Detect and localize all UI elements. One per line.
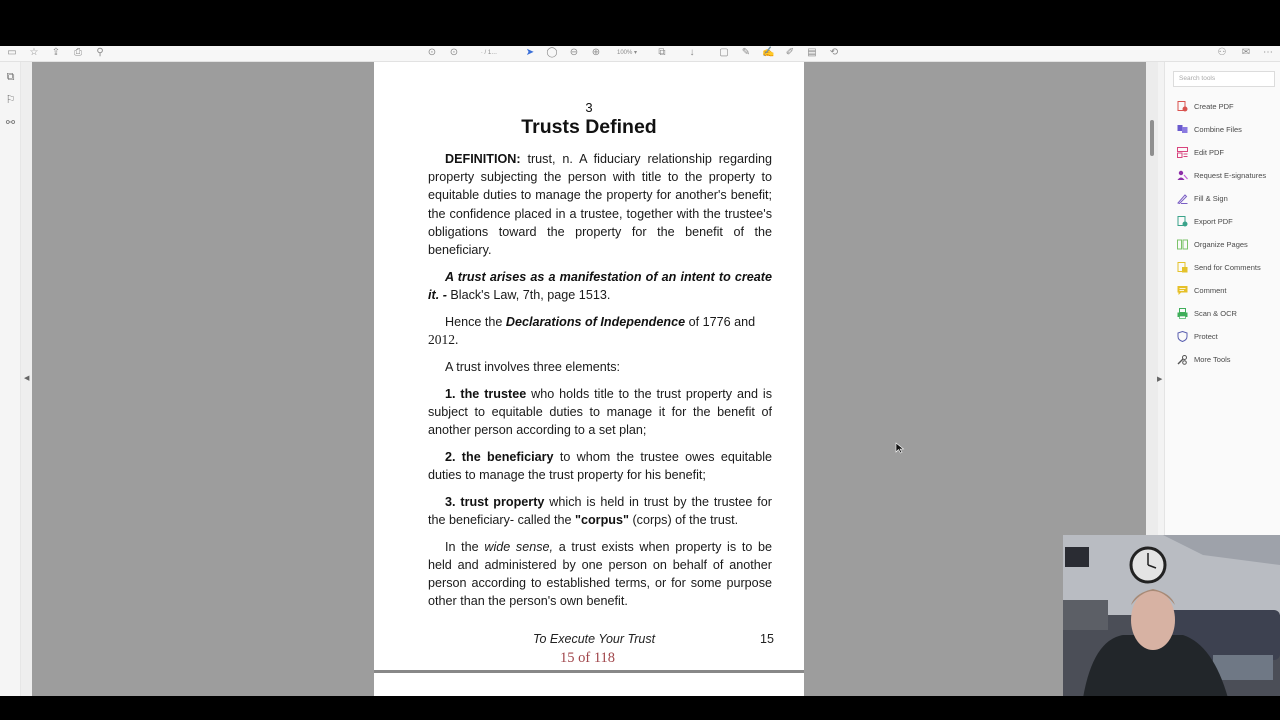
zoom-level[interactable]: 100% ▾ xyxy=(616,50,638,56)
tool-label: More Tools xyxy=(1194,354,1231,364)
left-navigation-rail xyxy=(0,62,21,696)
page-footer-title: To Execute Your Trust xyxy=(533,632,656,646)
more-icon[interactable]: ⋯ xyxy=(1263,47,1273,58)
tool-more-tools[interactable] xyxy=(1177,352,1231,366)
comment-bubble-icon xyxy=(1177,285,1188,296)
combine-files-icon xyxy=(1177,124,1188,135)
tool-label: Organize Pages xyxy=(1194,239,1248,249)
page-footer-number: 15 xyxy=(760,632,774,646)
element-property-text: which is held in trust by the trustee for the beneficiary- called the xyxy=(428,494,772,528)
element-trustee-text: who holds title to the trust property and is subject to equitable duties to manage it for the benefit of another person according to a set plan; xyxy=(428,386,773,438)
tool-export-pdf[interactable] xyxy=(1177,214,1233,228)
page-thumbnails-icon[interactable]: ⧉ xyxy=(6,71,15,83)
tool-combine-files[interactable] xyxy=(1177,122,1242,136)
corpus-term: "corpus" xyxy=(575,513,629,528)
tool-send-for-comments[interactable] xyxy=(1177,260,1261,274)
element-property-end: (corps) of the trust. xyxy=(628,513,739,528)
page-down-icon[interactable]: ⊙ xyxy=(449,47,459,58)
elements-intro: A trust involves three elements: xyxy=(445,359,620,374)
wide-text: a trust exists when property is to be held and administered by one person on behalf of another person according to established terms, or for some purpose other than the person's own benefit. xyxy=(428,539,773,609)
tool-label: Request E-signatures xyxy=(1194,170,1267,180)
main-toolbar xyxy=(0,46,1280,62)
hence-year: 2012. xyxy=(428,332,459,348)
tool-protect[interactable] xyxy=(1177,329,1218,343)
search-icon[interactable]: ⚲ xyxy=(96,47,104,58)
quote-source: Black's Law, 7th, page 1513. xyxy=(446,288,611,303)
tool-label: Create PDF xyxy=(1194,101,1234,111)
tool-label: Scan & OCR xyxy=(1194,308,1237,318)
tool-label: Export PDF xyxy=(1194,216,1233,226)
export-pdf-icon xyxy=(1177,216,1188,227)
pdf-page xyxy=(374,62,804,670)
zoom-in-icon[interactable]: ⊕ xyxy=(591,47,601,58)
fit-page-icon[interactable]: ⧉ xyxy=(658,47,666,58)
fill-sign-icon xyxy=(1177,193,1188,204)
page-up-icon[interactable]: ⊙ xyxy=(427,47,437,58)
quote-text: A trust arises as a manifestation of an intent to create it. - xyxy=(428,269,772,303)
tool-fill-sign[interactable] xyxy=(1177,191,1228,205)
wrench-gear-icon xyxy=(1177,354,1188,365)
element-beneficiary xyxy=(428,448,772,484)
stamp-icon[interactable]: ▤ xyxy=(807,47,817,58)
presenter-webcam-overlay xyxy=(1063,535,1280,698)
page-input[interactable]: · / 1… xyxy=(480,50,498,56)
collapse-left-pane-icon[interactable]: ◀ xyxy=(24,375,30,382)
letterbox-top xyxy=(0,0,1280,46)
organize-pages-icon xyxy=(1177,239,1188,250)
edit-pdf-icon xyxy=(1177,147,1188,158)
shield-icon xyxy=(1177,331,1188,342)
hence-emphasis: Declarations of Independence xyxy=(505,314,686,329)
mail-icon[interactable]: ✉ xyxy=(1241,47,1251,58)
bookmark-star-icon[interactable]: ☆ xyxy=(29,47,39,58)
mouse-cursor-icon xyxy=(895,442,905,454)
page-of-total-indicator: 15 of 118 xyxy=(560,650,616,666)
highlight-icon[interactable]: ✎ xyxy=(741,47,751,58)
letterbox-bottom xyxy=(0,696,1280,720)
scan-ocr-icon xyxy=(1177,308,1188,319)
upload-cloud-icon[interactable]: ⇪ xyxy=(51,47,61,58)
zoom-out-icon[interactable]: ⊖ xyxy=(569,47,579,58)
document-viewport[interactable] xyxy=(32,62,1146,696)
element-trustee xyxy=(428,385,772,440)
tool-label: Send for Comments xyxy=(1194,262,1261,272)
tool-comment[interactable] xyxy=(1177,283,1227,297)
share-link-icon[interactable]: ⚇ xyxy=(1217,47,1227,58)
hand-icon[interactable]: ◯ xyxy=(546,47,558,58)
attachments-icon[interactable]: ⚯ xyxy=(5,117,16,129)
tool-organize-pages[interactable] xyxy=(1177,237,1248,251)
tool-label: Combine Files xyxy=(1194,124,1242,134)
element-beneficiary-label: 2. the beneficiary xyxy=(445,449,554,464)
tool-request-esignatures[interactable] xyxy=(1177,168,1266,182)
bookmarks-icon[interactable]: ⚐ xyxy=(5,94,16,106)
wide-prefix: In the xyxy=(445,539,485,554)
definition-paragraph xyxy=(428,150,772,259)
hence-suffix: of 1776 and xyxy=(685,314,756,329)
scroll-icon[interactable]: ↓ xyxy=(689,47,695,58)
chapter-number: 3 xyxy=(585,100,593,115)
wide-italic: wide sense, xyxy=(484,539,554,554)
definition-text: trust, n. A fiduciary relationship regarding property subjecting the person with title to the property to equitable duties to manage the property for another's benefit; the confidence placed in a trustee, together with the trustee's obligations toward the property for the benefit of the beneficiary. xyxy=(428,152,772,258)
quote-paragraph xyxy=(428,268,772,304)
request-esignatures-icon xyxy=(1177,170,1188,181)
tool-create-pdf[interactable] xyxy=(1177,99,1234,113)
share-icon[interactable]: ⟲ xyxy=(829,47,839,58)
page-body xyxy=(428,150,772,619)
sidebar-toggle-icon[interactable]: ▭ xyxy=(7,47,17,58)
create-pdf-icon xyxy=(1177,101,1188,112)
tool-label: Edit PDF xyxy=(1194,147,1225,157)
search-tools-input[interactable]: Search tools xyxy=(1173,71,1275,87)
tool-label: Fill & Sign xyxy=(1194,193,1228,203)
wide-sense-paragraph xyxy=(428,538,772,611)
print-icon[interactable]: ⎙ xyxy=(74,47,82,58)
tool-label: Protect xyxy=(1194,331,1218,341)
hence-prefix: Hence the xyxy=(445,314,506,329)
hence-paragraph xyxy=(428,313,772,349)
collapse-right-pane-icon[interactable]: ▶ xyxy=(1157,376,1163,383)
tool-label: Comment xyxy=(1194,285,1227,295)
draw-icon[interactable]: ✐ xyxy=(785,47,795,58)
chapter-title: Trusts Defined xyxy=(521,116,657,138)
send-for-comments-icon xyxy=(1177,262,1188,273)
element-trustee-label: 1. the trustee xyxy=(445,386,527,401)
element-beneficiary-text: to whom the trustee owes equitable duties to manage the trust property for his benefit; xyxy=(428,449,772,483)
next-pdf-page xyxy=(374,673,804,696)
scrollbar-thumb[interactable] xyxy=(1150,120,1154,156)
element-property xyxy=(428,493,772,529)
definition-label: DEFINITION: xyxy=(445,152,521,166)
sign-icon[interactable]: ✍ xyxy=(762,47,775,58)
comment-icon[interactable]: ▢ xyxy=(719,47,729,58)
select-arrow-icon[interactable]: ➤ xyxy=(525,47,535,58)
tool-scan-ocr[interactable] xyxy=(1177,306,1237,320)
tool-edit-pdf[interactable] xyxy=(1177,145,1224,159)
element-property-label: 3. trust property xyxy=(445,494,545,509)
webcam-video-frame xyxy=(1063,535,1280,698)
